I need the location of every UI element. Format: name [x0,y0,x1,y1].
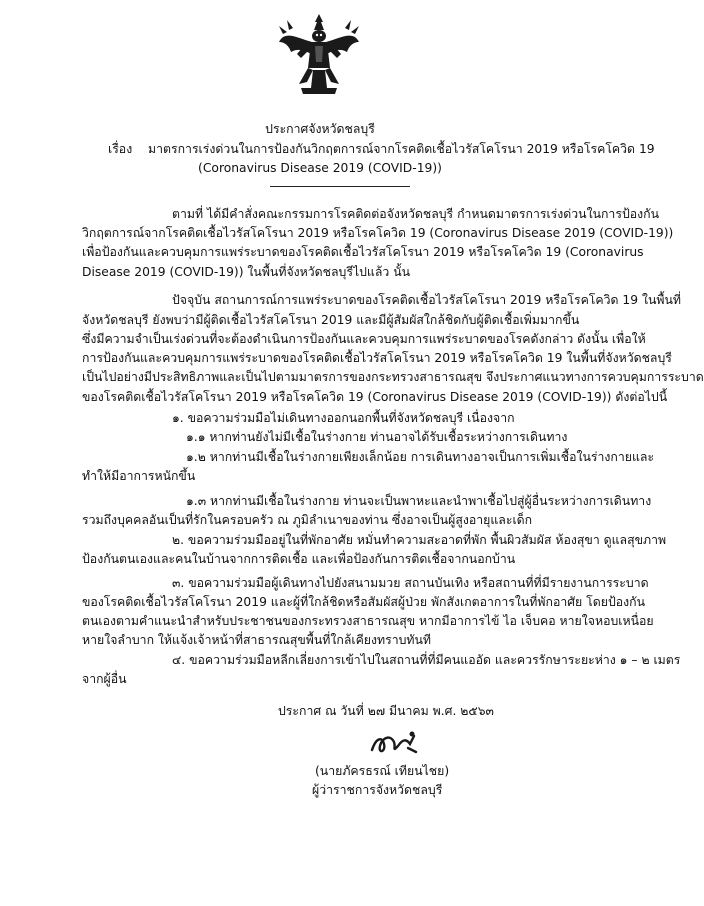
body-line: ปัจจุบัน สถานการณ์การแพร่ระบาดของโรคติดเชื้อไวรัสโคโรนา 2019 หรือโรคโควิด 19 ในพื้นที่ [172,293,682,307]
signer-name: (นายภัครธรณ์ เทียนไชย) [315,764,450,778]
body-line: ตนเองตามคำแนะนำสำหรับประชาชนของกระทรวงสาธารณสุข หากมีอาการไข้ ไอ เจ็บคอ หายใจหอบเหนื่อย [82,614,654,628]
announcement-date: ประกาศ ณ วันที่ ๒๗ มีนาคม พ.ศ. ๒๕๖๓ [278,704,494,718]
body-line: หายใจลำบาก ให้แจ้งเจ้าหน้าที่สาธารณสุขพื้นที่ใกล้เคียงทราบทันที [82,633,432,647]
body-line: รวมถึงบุคคลอันเป็นที่รักในครอบครัว ณ ภูมิลำเนาของท่าน ซึ่งอาจเป็นผู้สูงอายุและเด็ก [82,513,533,527]
body-line: การป้องกันและควบคุมการแพร่ระบาดของโรคติดเชื้อไวรัสโคโรนา 2019 หรือโรคโควิด 19 ในพื้นที่จังหวัดชลบุรี [82,351,672,365]
signer-title: ผู้ว่าราชการจังหวัดชลบุรี [312,783,443,797]
subject-label: เรื่อง [108,142,133,156]
body-line: ๔. ขอความร่วมมือหลีกเลี่ยงการเข้าไปในสถานที่ที่มีคนแออัด และควรรักษาระยะห่าง ๑ – ๒ เมตร [172,653,681,667]
body-line: ซึ่งมีความจำเป็นเร่งด่วนที่จะต้องดำเนินการป้องกันและควบคุมการแพร่ระบาดของโรคดังกล่าว ดังนั้น เพื่อให้ [82,332,646,346]
body-line: ของโรคติดเชื้อไวรัสโคโรนา 2019 หรือโรคโควิด 19 (Coronavirus Disease 2019 (COVID-19)) ดังต่อไปนี้ [82,390,668,404]
body-line: ๑.๑ หากท่านยังไม่มีเชื้อในร่างกาย ท่านอาจได้รับเชื้อระหว่างการเดินทาง [186,430,568,444]
announcement-title: ประกาศจังหวัดชลบุรี [265,122,375,136]
body-line: วิกฤตการณ์จากโรคติดเชื้อไวรัสโคโรนา 2019 หรือโรคโควิด 19 (Coronavirus Disease 2019 (COVID-19)) [82,226,674,240]
body-line: ทำให้มีอาการหนักขึ้น [82,469,196,483]
body-line: เป็นไปอย่างมีประสิทธิภาพและเป็นไปตามมาตรการของกระทรวงสาธารณสุข จึงประกาศแนวทางการควบคุมการระบาด [82,370,704,384]
body-line: ๓. ขอความร่วมมือผู้เดินทางไปยังสนามมวย สถานบันเทิง หรือสถานที่ที่มีรายงานการระบาด [172,576,649,590]
body-line: ตามที่ ได้มีคำสั่งคณะกรรมการโรคติดต่อจังหวัดชลบุรี กำหนดมาตรการเร่งด่วนในการป้องกัน [172,207,659,221]
body-line: จากผู้อื่น [82,672,127,686]
body-line: ๑.๒ หากท่านมีเชื้อในร่างกายเพียงเล็กน้อย การเดินทางอาจเป็นการเพิ่มเชื้อในร่างกายและ [186,450,655,464]
title-divider [270,186,410,187]
body-line: Disease 2019 (COVID-19)) ในพื้นที่จังหวัดชลบุรีไปแล้ว นั้น [82,265,411,279]
subject-line-1: มาตรการเร่งด่วนในการป้องกันวิกฤตการณ์จากโรคติดเชื้อไวรัสโคโรนา 2019 หรือโรคโควิด 19 [148,142,655,156]
body-line: ๒. ขอความร่วมมืออยู่ในที่พักอาศัย หมั่นทำความสะอาดที่พัก พื้นผิวสัมผัส ห้องสุขา ดูแลสุขภาพ [172,533,667,547]
body-line: ป้องกันตนเองและคนในบ้านจากการติดเชื้อ และเพื่อป้องกันการติดเชื้อจากนอกบ้าน [82,552,516,566]
subject-line-2: (Coronavirus Disease 2019 (COVID-19)) [198,161,442,175]
signature-icon [368,728,420,758]
body-line: ๑.๓ หากท่านมีเชื้อในร่างกาย ท่านจะเป็นพาหะและนำพาเชื้อไปสู่ผู้อื่นระหว่างการเดินทาง [186,494,652,508]
body-line: จังหวัดชลบุรี ยังพบว่ามีผู้ติดเชื้อไวรัสโคโรนา 2019 และมีผู้สัมผัสใกล้ชิดกับผู้ติดเชื้อเพิ่มมากขึ้น [82,313,580,327]
body-line: ๑. ขอความร่วมมือไม่เดินทางออกนอกพื้นที่จังหวัดชลบุรี เนื่องจาก [172,411,515,425]
body-line: ของโรคติดเชื้อไวรัสโคโรนา 2019 และผู้ที่ใกล้ชิดหรือสัมผัสผู้ป่วย พักสังเกตอาการในที่พักอาศัย โดยป้องกัน [82,595,646,609]
body-line: เพื่อป้องกันและควบคุมการแพร่ระบาดของโรคติดเชื้อไวรัสโคโรนา 2019 หรือโรคโควิด 19 (Coronavirus [82,245,644,259]
garuda-emblem-icon [277,12,361,98]
